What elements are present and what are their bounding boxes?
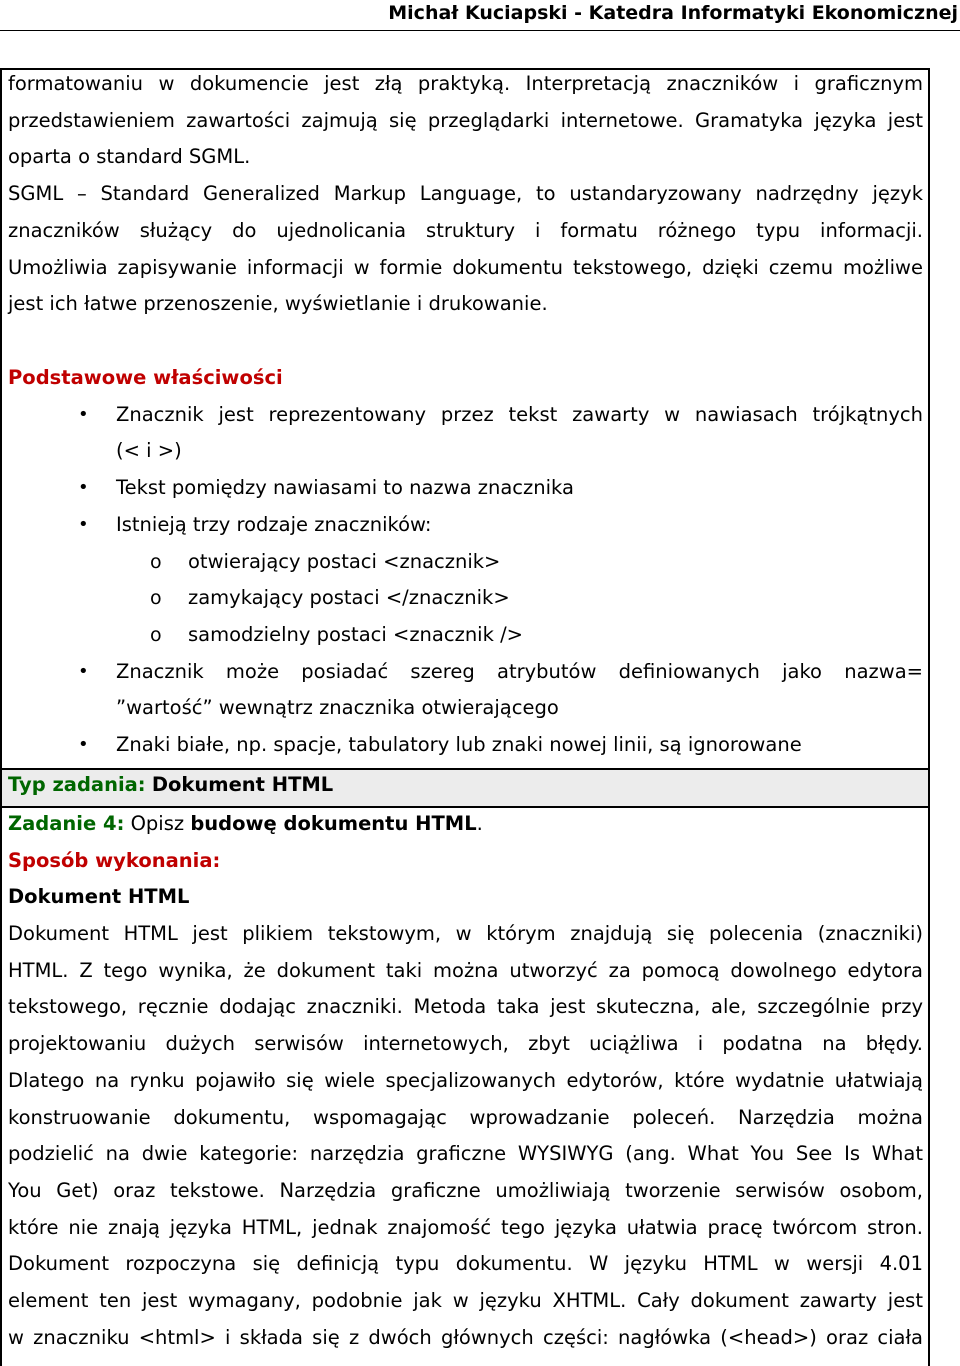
bullet-icon: • <box>78 403 89 425</box>
list-item: Tekst pomiędzy nawiasami to nazwa znacznika <box>116 476 574 500</box>
sub-list-item: otwierający postaci <znacznik> <box>188 549 501 573</box>
intro-line: przedstawieniem zawartości zajmują się przeglądarki internetowe. Gramatyka języka jest <box>8 108 923 132</box>
body-line: Dokument rozpoczyna się definicją typu dokumentu. W języku HTML w wersji 4.01 <box>8 1252 923 1276</box>
method-subheading: Dokument HTML <box>8 885 190 909</box>
body-line: konstruowanie dokumentu, wspomagając wprowadzanie poleceń. Narzędzia można <box>8 1105 923 1129</box>
bullet-icon: • <box>78 660 89 682</box>
intro-line: SGML – Standard Generalized Markup Language, to ustandaryzowany nadrzędny język <box>8 182 923 206</box>
list-item: Znacznik jest reprezentowany przez tekst zawarty w nawiasach trójkątnych <box>116 402 923 426</box>
circle-bullet-icon: o <box>150 587 162 610</box>
sub-list-item: zamykający postaci </znacznik> <box>188 586 510 610</box>
task-line <box>8 806 923 843</box>
bullet-icon: • <box>78 477 89 499</box>
method-label: Sposób wykonania: <box>8 848 221 872</box>
list-item-continuation: ”wartość” wewnątrz znacznika otwierającego <box>116 696 559 720</box>
body-line: tekstowego, ręcznie dodając znaczniki. Metoda taka jest skuteczna, ale, szczególnie przy <box>8 995 923 1019</box>
circle-bullet-icon: o <box>150 550 162 573</box>
header-rule <box>0 30 960 31</box>
bullet-icon: • <box>78 734 89 755</box>
intro-line: formatowaniu w dokumencie jest złą praktyką. Interpretacją znaczników i graficznym <box>8 72 923 95</box>
list-item: Znacznik może posiadać szereg atrybutów definiowanych jako nazwa= <box>116 659 923 683</box>
sub-list-item: samodzielny postaci <znacznik /> <box>188 622 523 646</box>
task-text-end: . <box>476 812 483 835</box>
body-line: w znaczniku <html> i składa się z dwóch głównych części: nagłówka (<head>) oraz ciała <box>8 1325 923 1349</box>
task-type-value: Dokument HTML <box>151 773 334 796</box>
task-label: Zadanie 4: <box>8 812 125 835</box>
properties-heading: Podstawowe właściwości <box>8 366 283 389</box>
body-line: HTML. Z tego wynika, że dokument taki można utworzyć za pomocą dowolnego edytora <box>8 958 923 982</box>
body-line: element ten jest wymagany, podobnie jak w języku XHTML. Cały dokument zawarty jest <box>8 1289 923 1312</box>
body-line: You Get) oraz tekstowe. Narzędzia graficzne umożliwiają tworzenie serwisów osobom, <box>8 1178 923 1202</box>
body-line: Dlatego na rynku pojawiło się wiele specjalizowanych edytorów, które wydatnie ułatwiają <box>8 1068 923 1092</box>
body-line: podzielić na dwie kategorie: narzędzia graficzne WYSIWYG (ang. What You See Is What <box>8 1142 923 1166</box>
list-item-continuation: (< i >) <box>116 439 182 463</box>
list-item: Istnieją trzy rodzaje znaczników: <box>116 512 432 536</box>
intro-line: oparta o standard SGML. <box>8 145 251 169</box>
body-line: projektowaniu dużych serwisów internetowych, zbyt uciążliwa i podatna na błędy. <box>8 1032 923 1056</box>
task-text-bold: budowę dokumentu HTML <box>190 812 477 835</box>
task-type-line <box>8 767 923 804</box>
body-line: Dokument HTML jest plikiem tekstowym, w którym znajdują się polecenia (znaczniki) <box>8 922 923 945</box>
task-type-label: Typ zadania: <box>8 773 146 796</box>
intro-line: Umożliwia zapisywanie informacji w formie dokumentu tekstowego, dzięki czemu możliwe <box>8 255 923 279</box>
bullet-icon: • <box>78 513 89 535</box>
intro-line: jest ich łatwe przenoszenie, wyświetlanie i drukowanie. <box>8 292 548 316</box>
list-item: Znaki białe, np. spacje, tabulatory lub znaki nowej linii, są ignorowane <box>116 733 802 756</box>
circle-bullet-icon: o <box>150 623 162 646</box>
task-text: Opisz <box>130 812 185 835</box>
body-line: które nie znają języka HTML, jednak znajomość tego języka ułatwia pracę twórcom stron. <box>8 1215 923 1239</box>
intro-line: znaczników służący do ujednolicania struktury i formatu różnego typu informacji. <box>8 218 923 242</box>
page-header: Michał Kuciapski - Katedra Informatyki Ekonomicznej <box>388 2 958 24</box>
